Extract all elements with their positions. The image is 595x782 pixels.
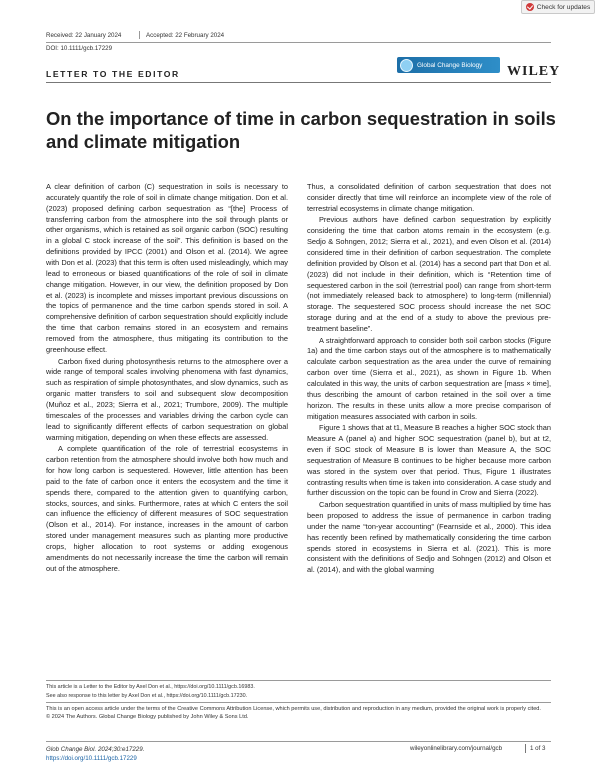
footer-rule <box>46 741 551 742</box>
page-divider <box>525 744 526 753</box>
journal-badge[interactable] <box>397 57 500 73</box>
globe-icon <box>400 59 413 72</box>
copyright-text: © 2024 The Authors. Global Change Biology published by John Wiley & Sons Ltd. <box>46 714 249 720</box>
footnote-line: See also response to this letter by Axel Don et al., https://doi.org/10.1111/gcb.17230. <box>46 693 248 699</box>
paragraph: A straightforward approach to consider both soil carbon stocks (Figure 1a) and the time carbon stays out of the atmosphere is to mathematically calculate carbon sequestration as the area under the curve of remaining carbon over time (Sierra et al., 2021), as shown in Figure 1b. When calculated in this way, the units of carbon sequestration are [mass × time], thus describing the amount of carbon retained in the soil over a time horizon. The results in these units allow a more precise comparison of mitigation measures associated with carbon in soils. <box>307 335 551 421</box>
date-divider <box>139 31 140 39</box>
article-title: On the importance of time in carbon sequestration in soils and climate mitigation <box>46 108 556 152</box>
footnote-line: This article is a Letter to the Editor by Axel Don et al., https://doi.org/10.1111/gcb.16983. <box>46 684 255 690</box>
check-updates-label: Check for updates <box>536 3 591 11</box>
paragraph: A complete quantification of the role of terrestrial ecosystems in carbon retention from the atmosphere should involve both how much and for how long carbon is sequestered. However, little attention has been paid to the fate of carbon once it enters the ecosystem and the time it spends there, compared to the attention given to quantifying carbon, stocks, sources, and sinks. Furthermore, rates at which C enters the soil can influence the efficiency of different measures of SOC sequestration (Olson et al., 2014). For instance, increases in the amount of carbon stored under management measures such as planting more productive crops, higher allocation to root systems or adding exogenous amendments do not necessarily increase the time the carbon will remain out of the atmosphere. <box>46 444 288 573</box>
footnotes <box>46 683 551 701</box>
doi-link[interactable]: https://doi.org/10.1111/gcb.17229 <box>46 755 137 762</box>
section-label: LETTER TO THE EDITOR <box>46 69 180 79</box>
header-rule <box>46 42 551 43</box>
license-block <box>46 705 551 721</box>
check-for-updates-button[interactable] <box>521 0 595 14</box>
journal-citation <box>46 745 144 763</box>
paragraph: Thus, a consolidated definition of carbon sequestration that does not consider directly that time will reinforce an incomplete view of the role of terrestrial ecosystems in climate change mitigation. <box>307 182 551 213</box>
license-rule <box>46 702 551 703</box>
right-column <box>307 182 551 576</box>
paragraph: Carbon sequestration quantified in units of mass multiplied by time has been proposed to address the issue of permanence in carbon trading under the name “ton-year accounting” (Fearnside et al., 2000). This idea has recently been refined by mathematically considering the time carbon spends stored in ecosystems in Sierra et al. (2021). This is more consistent with the definitions of Sedjo and Sohngen (2012) and Olson et al. (2014), and with the global warming <box>307 500 551 575</box>
doi-line: DOI: 10.1111/gcb.17229 <box>46 45 113 52</box>
footnote-rule <box>46 680 551 681</box>
accepted-date: Accepted: 22 February 2024 <box>146 32 225 39</box>
citation-text: Glob Change Biol. 2024;30:e17229. <box>46 746 145 753</box>
publisher-logo: WILEY <box>507 64 561 79</box>
section-rule <box>46 82 551 83</box>
paragraph: Previous authors have defined carbon sequestration by explicitly considering the time that carbon atoms remain in the ecosystem (e.g. Sedjo & Sohngen, 2012; Sierra et al., 2021), and even Olson et al. (2014) considered time in their definition of carbon sequestration. The complete definition provided by Olson et al. (2014) has a second part that Don et al. (2023) did not include in their definition, which is “Retention time of sequestered carbon in the soil (terrestrial pool) can range from short-term (not immediately released back to atmosphere) to long-term (millennial) storage. The sequestered SOC process should increase the net SOC storage during and at the end of a study to above the previous pre-treatment baseline”. <box>307 215 551 333</box>
journal-url-link[interactable]: wileyonlinelibrary.com/journal/gcb <box>410 745 503 752</box>
paragraph: A clear definition of carbon (C) sequestration in soils is necessary to accurately quantify the role of soil in climate change mitigation. Don et al. (2023) proposed defining carbon sequestration as “[the] Process of transferring carbon from the atmosphere into the soil through plants or other organisms, which is retained as soil organic carbon (SOC) resulting in a global C stock increase of the soil”. This definition is based on the definitions provided by IPCC (2001) and Olson et al. (2014). We agree with Don et al. (2023) that this term is often used misleadingly, which may lead to erroneous or biased quantifications of the role of soil in climate change mitigation. However, in our view, the definition proposed by Don et al. (2023) is incomplete and misses important previous discussions on the topics of permanence and the time carbon spends stored in soil. A comprehensive definition of carbon sequestration should explicitly include the time that carbon remains stored in an ecosystem and remains removed from the atmosphere, thus mitigating its contribution to the greenhouse effect. <box>46 182 288 354</box>
license-text: This is an open access article under the terms of the Creative Commons Attribution License, which permits use, distribution and reproduction in any medium, provided the original work is properly cited. <box>46 706 541 712</box>
journal-badge-label: Global Change Biology <box>417 61 483 69</box>
check-updates-icon <box>526 3 534 11</box>
paragraph: Figure 1 shows that at t1, Measure B reaches a higher SOC stock than Measure A (panel a) and higher SOC sequestration (panel b), but at t2, even if SOC stock of Measure B is lower than Measure A, the SOC sequestration of Measure B continues to be higher because more carbon was stored in the system over that period. Thus, Figure 1 illustrates contrasting results when time is taken into consideration. A case study and further discussion on the topic can be found in Crow and Sierra (2022). <box>307 423 551 498</box>
left-column <box>46 182 288 575</box>
received-date: Received: 22 January 2024 <box>46 32 122 39</box>
paragraph: Carbon fixed during photosynthesis returns to the atmosphere over a wide range of temporal scales involving phenomena with fast dynamics, such as respiration of simple photosynthates, and slow dynamics, such as organic matter transfers to soil and subsequent slow decomposition (Muñoz et al., 2023; Sierra et al., 2021; Trumbore, 2009). The multiple timescales of the processes and variables driving the carbon cycle can lead to significantly different effects of carbon sequestration on global warming mitigation, depending on when these effects are assessed. <box>46 356 288 442</box>
page-number: 1 of 3 <box>530 745 546 752</box>
